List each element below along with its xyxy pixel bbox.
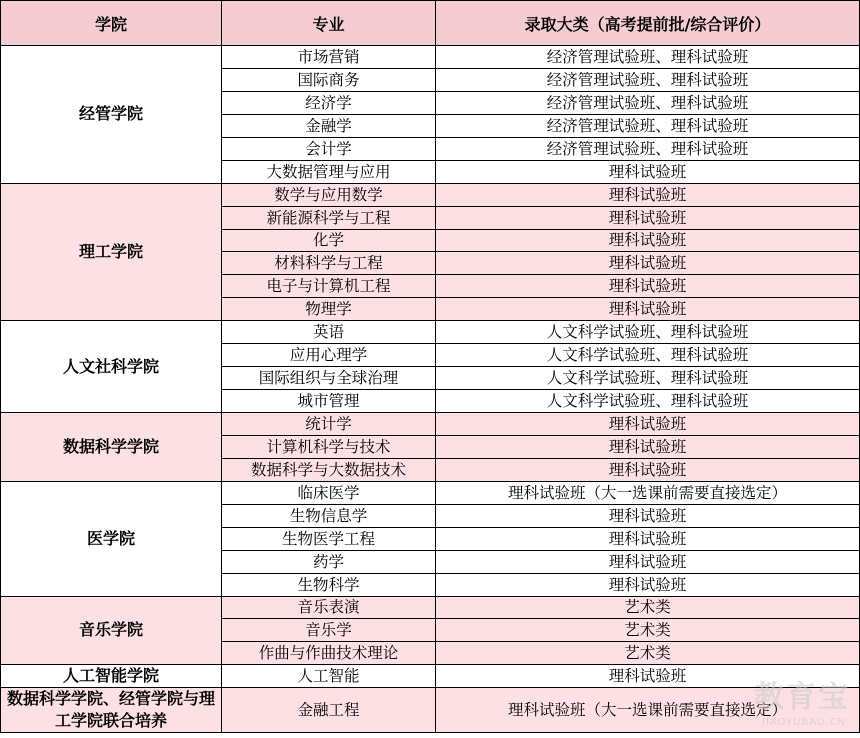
major-cell: 音乐表演 [222, 596, 436, 619]
category-cell: 经济管理试验班、理科试验班 [436, 68, 860, 91]
category-cell: 理科试验班 [436, 252, 860, 275]
college-cell: 理工学院 [1, 183, 222, 321]
college-cell: 人工智能学院 [1, 665, 222, 688]
table-row [1, 46, 860, 69]
major-cell: 新能源科学与工程 [222, 206, 436, 229]
category-cell: 理科试验班 [436, 435, 860, 458]
table-row [1, 413, 860, 436]
college-cell: 医学院 [1, 481, 222, 596]
major-cell: 应用心理学 [222, 344, 436, 367]
major-cell: 生物科学 [222, 573, 436, 596]
watermark-logo: 教育宝 [754, 680, 850, 715]
college-cell: 经管学院 [1, 46, 222, 184]
major-cell: 数学与应用数学 [222, 183, 436, 206]
college-cell: 数据科学学院 [1, 413, 222, 482]
table-row [1, 321, 860, 344]
category-cell: 艺术类 [436, 596, 860, 619]
major-cell: 生物信息学 [222, 504, 436, 527]
header-category: 录取大类（高考提前批/综合评价） [436, 1, 860, 46]
major-cell: 大数据管理与应用 [222, 160, 436, 183]
category-cell: 理科试验班 [436, 504, 860, 527]
major-cell: 化学 [222, 229, 436, 252]
major-cell: 城市管理 [222, 390, 436, 413]
category-cell: 理科试验班（大一选课前需要直接选定） [436, 688, 860, 733]
major-cell: 药学 [222, 550, 436, 573]
major-cell: 材料科学与工程 [222, 252, 436, 275]
major-cell: 音乐学 [222, 619, 436, 642]
major-cell: 物理学 [222, 298, 436, 321]
major-cell: 会计学 [222, 137, 436, 160]
category-cell: 人文科学试验班、理科试验班 [436, 390, 860, 413]
major-cell: 计算机科学与技术 [222, 435, 436, 458]
major-cell: 电子与计算机工程 [222, 275, 436, 298]
major-cell: 生物医学工程 [222, 527, 436, 550]
category-cell: 理科试验班（大一选课前需要直接选定） [436, 481, 860, 504]
category-cell: 理科试验班 [436, 298, 860, 321]
table-row [1, 481, 860, 504]
major-cell: 临床医学 [222, 481, 436, 504]
table-row [1, 183, 860, 206]
major-cell: 数据科学与大数据技术 [222, 458, 436, 481]
category-cell: 经济管理试验班、理科试验班 [436, 46, 860, 69]
category-cell: 理科试验班 [436, 573, 860, 596]
major-cell: 金融学 [222, 114, 436, 137]
header-major: 专业 [222, 1, 436, 46]
college-cell: 人文社科学院 [1, 321, 222, 413]
major-cell: 作曲与作曲技术理论 [222, 642, 436, 665]
category-cell: 理科试验班 [436, 229, 860, 252]
category-cell: 理科试验班 [436, 413, 860, 436]
major-cell: 国际组织与全球治理 [222, 367, 436, 390]
category-cell: 理科试验班 [436, 550, 860, 573]
category-cell: 理科试验班 [436, 275, 860, 298]
category-cell: 理科试验班 [436, 206, 860, 229]
category-cell: 人文科学试验班、理科试验班 [436, 321, 860, 344]
category-cell: 艺术类 [436, 619, 860, 642]
major-cell: 市场营销 [222, 46, 436, 69]
major-cell: 统计学 [222, 413, 436, 436]
category-cell: 经济管理试验班、理科试验班 [436, 137, 860, 160]
table-row [1, 688, 860, 733]
watermark-url: JIAOYUBAO.CN [762, 717, 846, 728]
category-cell: 理科试验班 [436, 183, 860, 206]
category-cell: 理科试验班 [436, 458, 860, 481]
header-college: 学院 [1, 1, 222, 46]
category-cell: 人文科学试验班、理科试验班 [436, 367, 860, 390]
category-cell: 理科试验班 [436, 665, 860, 688]
table-row [1, 596, 860, 619]
category-cell: 人文科学试验班、理科试验班 [436, 344, 860, 367]
major-cell: 人工智能 [222, 665, 436, 688]
major-cell: 金融工程 [222, 688, 436, 733]
major-cell: 英语 [222, 321, 436, 344]
category-cell: 经济管理试验班、理科试验班 [436, 91, 860, 114]
category-cell: 经济管理试验班、理科试验班 [436, 114, 860, 137]
category-cell: 艺术类 [436, 642, 860, 665]
college-cell: 数据科学学院、经管学院与理工学院联合培养 [1, 688, 222, 733]
table-body [1, 46, 860, 733]
category-cell: 理科试验班 [436, 527, 860, 550]
college-cell: 音乐学院 [1, 596, 222, 665]
header-row [1, 1, 860, 46]
major-cell: 经济学 [222, 91, 436, 114]
category-cell: 理科试验班 [436, 160, 860, 183]
table-row [1, 665, 860, 688]
major-cell: 国际商务 [222, 68, 436, 91]
